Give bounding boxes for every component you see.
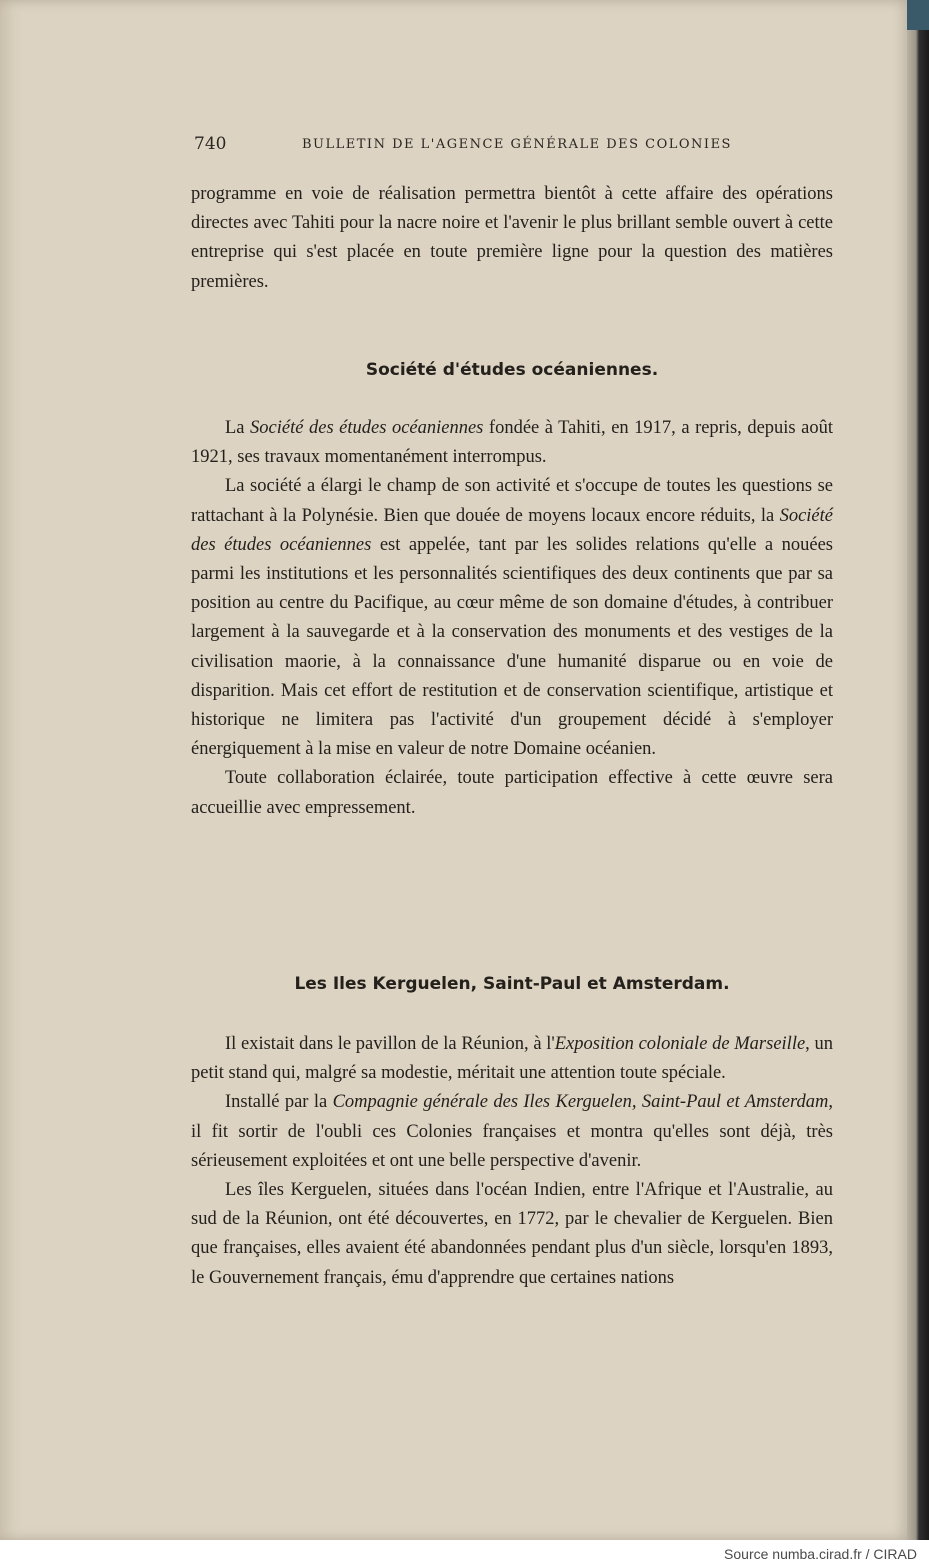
paragraph: Il existait dans le pavillon de la Réunion, à l'Exposition coloniale de Marseille, un petit stand qui, malgré sa modestie, méritait une attention toute spéciale. [191, 1034, 833, 1084]
italic-title: Exposition coloniale de Marseille [554, 1034, 806, 1054]
section-heading-kerguelen: Les Iles Kerguelen, Saint-Paul et Amsterdam. [294, 974, 730, 994]
page-number: 740 [194, 134, 227, 154]
paragraph: Toute collaboration éclairée, toute participation effective à cette œuvre sera accueillie avec empressement. [191, 768, 833, 818]
continued-paragraph-block [191, 180, 833, 297]
page-corner-tab [907, 0, 929, 30]
italic-title: Société des études océaniennes [191, 505, 833, 555]
italic-title: Société des études océaniennes [250, 418, 484, 438]
paragraph: programme en voie de réalisation permettra bientôt à cette affaire des opérations directes avec Tahiti pour la nacre noire et l'avenir le plus brillant semble ouvert à cette entreprise qui s'est placée en toute première ligne pour la question des matières premières. [191, 184, 833, 292]
section-body-kerguelen [191, 1030, 833, 1293]
section-body-societe [191, 414, 833, 823]
paragraph: Les îles Kerguelen, situées dans l'océan Indien, entre l'Afrique et l'Australie, au sud de la Réunion, ont été découvertes, en 1772, par le chevalier de Kerguelen. Bien que françaises, elles avaient été abandonnées pendant plus d'un siècle, lorsqu'en 1893, le Gouvernement français, ému d'apprendre que certaines nations [191, 1180, 833, 1288]
binding-edge [907, 0, 929, 1540]
paragraph: La Société des études océaniennes fondée à Tahiti, en 1917, a repris, depuis août 1921, ses travaux momentanément interrompus. [191, 418, 834, 468]
paragraph: La société a élargi le champ de son activité et s'occupe de toutes les questions se rattachant à la Polynésie. Bien que douée de moyens locaux encore réduits, la Société des études océaniennes est appelée, tant par les solides relations qu'elle a nouées parmi les institutions et les personnalités scientifiques des deux continents que par sa position au centre du Pacifique, au cœur même de son domaine d'études, à contribuer largement à la sauvegarde et à la conservation des monuments et des vestiges de la civilisation maorie, à la connaissance d'une humanité disparue ou en voie de disparition. Mais cet effort de restitution et de conservation scientifique, artistique et historique ne limitera pas l'activité d'un groupement décidé à s'employer énergiquement à la mise en valeur de notre Domaine océanien. [191, 476, 833, 760]
running-title: BULLETIN DE L'AGENCE GÉNÉRALE DES COLONIES [302, 137, 732, 152]
italic-title: Compagnie générale des Iles Kerguelen, Saint-Paul et Amsterdam [332, 1092, 829, 1113]
paragraph: Installé par la Compagnie générale des Iles Kerguelen, Saint-Paul et Amsterdam, il fit sortir de l'oubli ces Colonies françaises et montra qu'elles sont déjà, très sérieusement exploitées et ont une belle perspective d'avenir. [191, 1092, 833, 1171]
source-credit: Source numba.cirad.fr / CIRAD [724, 1546, 917, 1562]
section-heading-societe: Société d'études océaniennes. [365, 360, 659, 380]
